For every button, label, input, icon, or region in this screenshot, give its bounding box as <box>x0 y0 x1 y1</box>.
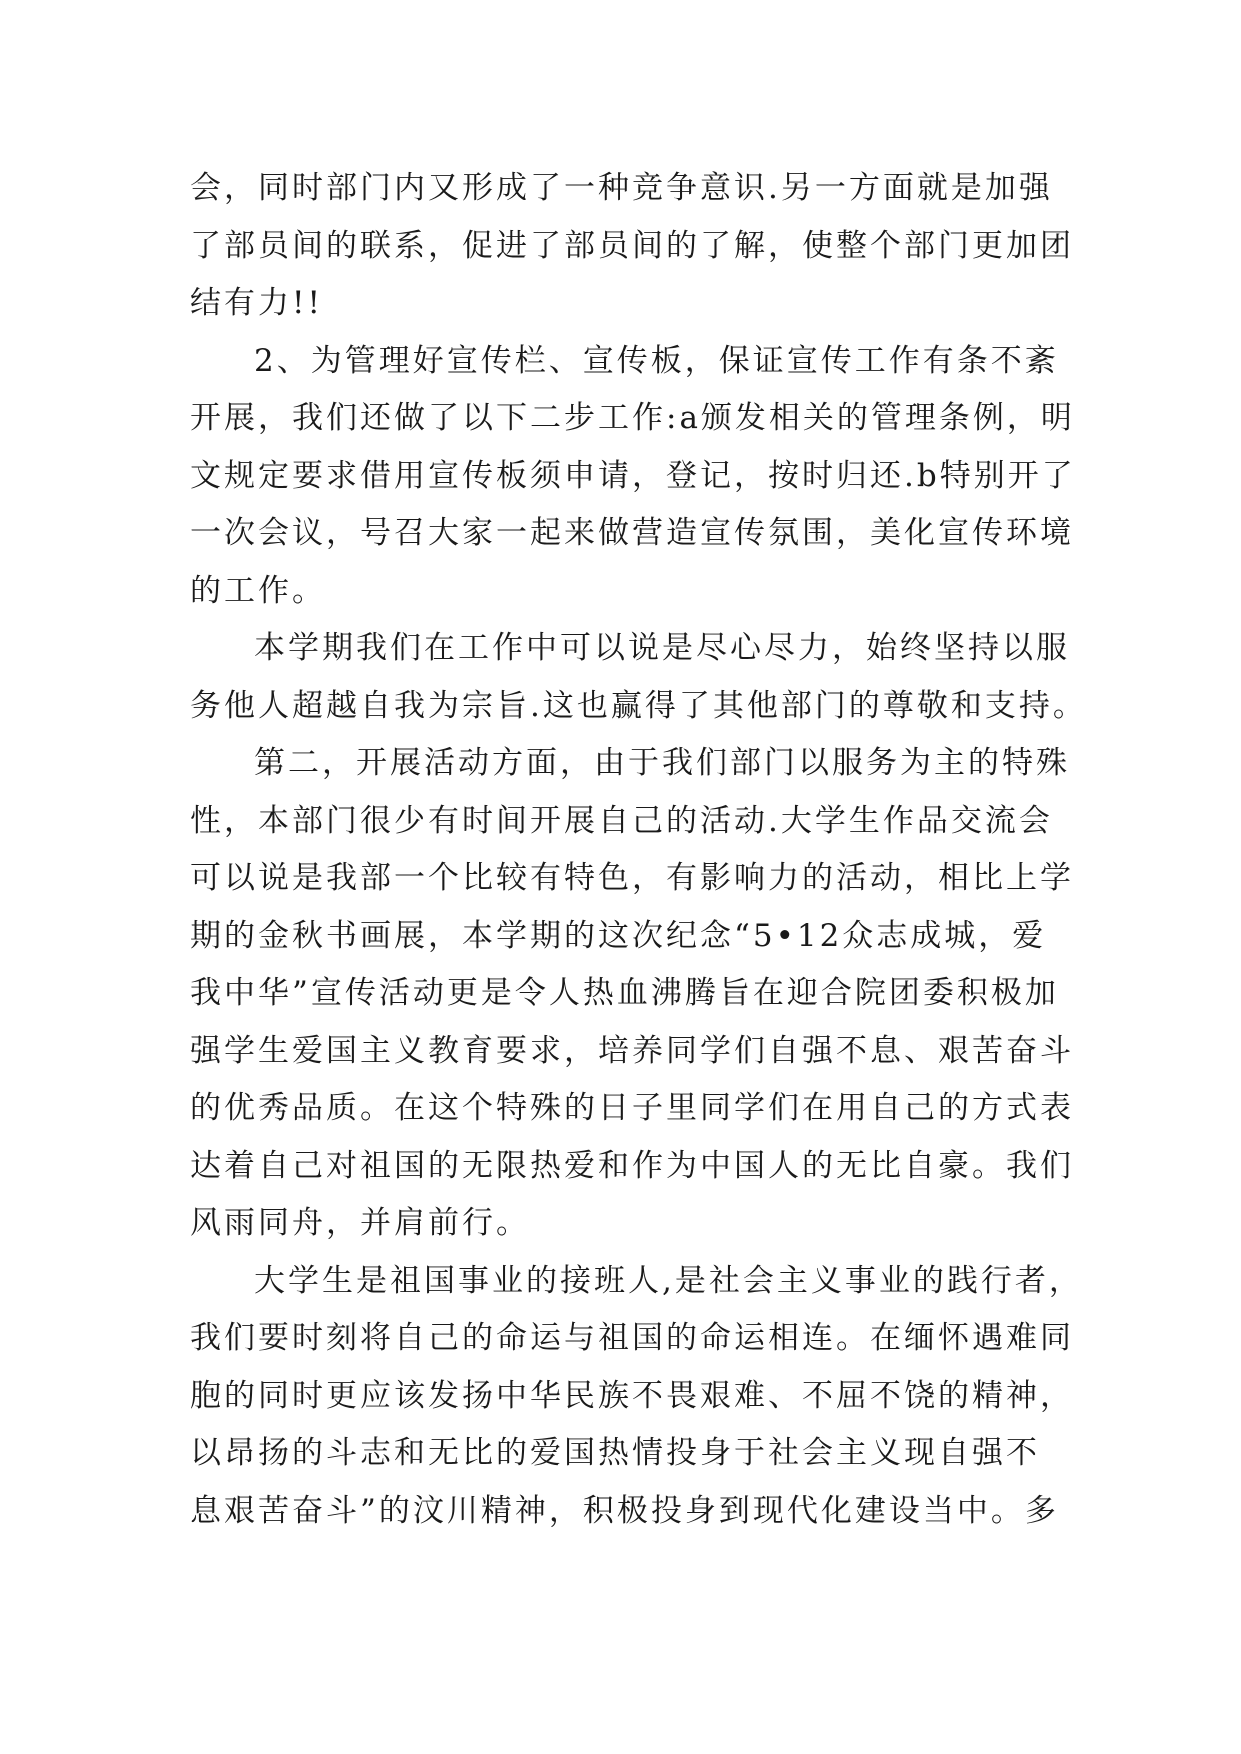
text-line: 以昂扬的斗志和无比的爱国热情投身于社会主义现自强不 <box>190 1435 1040 1471</box>
text-line: 务他人超越自我为宗旨.这也赢得了其他部门的尊敬和支持。 <box>190 687 1087 724</box>
text-line: 胞的同时更应该发扬中华民族不畏艰难、不屈不饶的精神， <box>190 1377 1074 1414</box>
text-line: 强学生爱国主义教育要求，培养同学们自强不息、艰苦奋斗 <box>190 1032 1074 1069</box>
paragraph-start-line: 本学期我们在工作中可以说是尽心尽力，始终坚持以服 <box>254 630 1070 666</box>
text-line: 了部员间的联系，促进了部员间的了解，使整个部门更加团 <box>190 227 1074 264</box>
text-line: 结有力!! <box>190 285 323 321</box>
text-line: 我中华”宣传活动更是令人热血沸腾旨在迎合院团委积极加 <box>190 975 1059 1011</box>
text-line: 开展，我们还做了以下二步工作:a颁发相关的管理条例，明 <box>190 400 1075 436</box>
text-line: 会，同时部门内又形成了一种竞争意识.另一方面就是加强 <box>190 170 1053 206</box>
paragraph-start-line: 大学生是祖国事业的接班人,是社会主义事业的践行者， <box>254 1262 1083 1299</box>
paragraph-start-line: 第二，开展活动方面，由于我们部门以服务为主的特殊 <box>254 745 1070 781</box>
text-line: 文规定要求借用宣传板须申请，登记，按时归还.b特别开了 <box>190 457 1076 494</box>
text-line: 一次会议，号召大家一起来做营造宣传氛围，美化宣传环境 <box>190 515 1074 551</box>
text-line: 的工作。 <box>190 572 326 609</box>
text-line: 风雨同舟，并肩前行。 <box>190 1205 530 1241</box>
text-line: 达着自己对祖国的无限热爱和作为中国人的无比自豪。我们 <box>190 1147 1074 1184</box>
paragraph-start-line: 2、为管理好宣传栏、宣传板，保证宣传工作有条不紊 <box>254 342 1059 379</box>
text-line: 期的金秋书画展，本学期的这次纪念“5•12众志成城，爱 <box>190 917 1047 954</box>
text-line: 的优秀品质。在这个特殊的日子里同学们在用自己的方式表 <box>190 1090 1074 1126</box>
text-line: 可以说是我部一个比较有特色，有影响力的活动，相比上学 <box>190 860 1074 896</box>
text-line: 我们要时刻将自己的命运与祖国的命运相连。在缅怀遇难同 <box>190 1320 1074 1356</box>
document-body <box>190 160 1087 1540</box>
text-line: 性，本部门很少有时间开展自己的活动.大学生作品交流会 <box>190 802 1053 839</box>
text-line: 息艰苦奋斗”的汶川精神，积极投身到现代化建设当中。多 <box>190 1492 1059 1529</box>
